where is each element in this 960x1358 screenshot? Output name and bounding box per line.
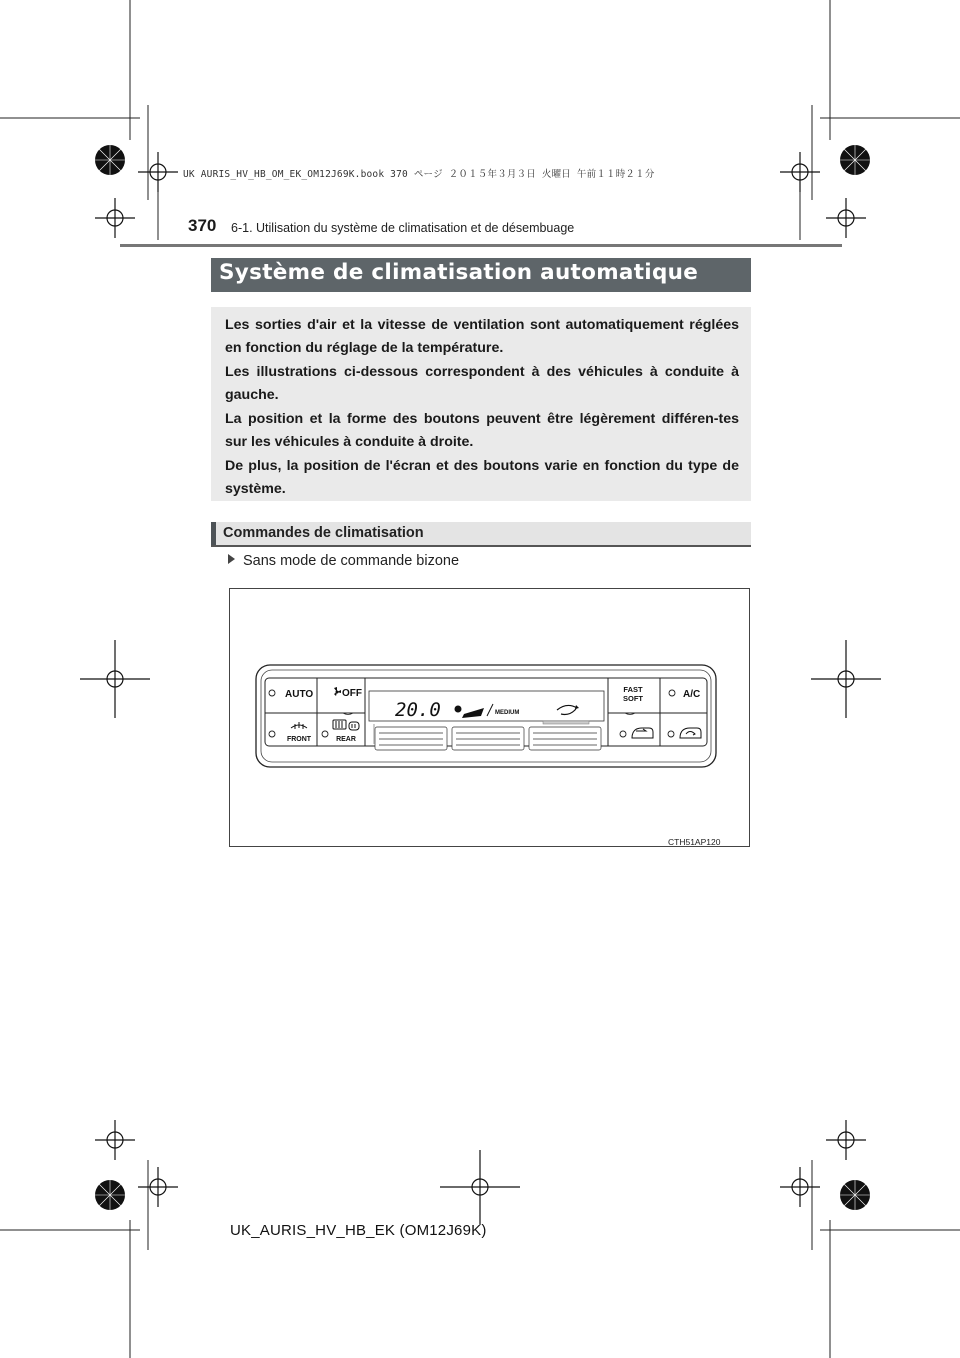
intro-box [211, 307, 751, 501]
header-rule [120, 244, 842, 247]
subsection-rule [211, 545, 751, 547]
footer-model-code: UK_AURIS_HV_HB_EK (OM12J69K) [230, 1222, 487, 1239]
rear-label: REAR [336, 736, 356, 743]
intro-paragraph: De plus, la position de l'écran et des boutons varie en fonction du type de système. [225, 458, 739, 497]
fast-soft-button[interactable] [623, 685, 643, 703]
temperature-readout: 20.0 [395, 699, 441, 721]
ac-label: A/C [683, 689, 701, 700]
intro-paragraph: Les illustrations ci-dessous correspondent à des véhicules à conduite à gauche. [225, 364, 739, 403]
soft-label: SOFT [623, 694, 643, 703]
vent-slots [375, 727, 601, 750]
intro-paragraph: Les sorties d'air et la vitesse de ventilation sont automatiquement réglées en fonction du réglage de la température. [225, 317, 739, 356]
intro-paragraph: La position et la forme des boutons peuvent être légèrement différen-tes sur les véhicules à conduite à droite. [225, 411, 739, 450]
front-label: FRONT [286, 736, 312, 743]
bullet-item [228, 553, 459, 569]
chapter-title: 6-1. Utilisation du système de climatisation et de désembuage [231, 221, 575, 235]
auto-label: AUTO [285, 689, 314, 700]
subsection-bar [211, 522, 216, 545]
climate-control-panel [255, 664, 717, 768]
book-stamp: UK AURIS_HV_HB_OM_EK_OM12J69K.book 370 ページ ２０１５年３月３日 火曜日 午前１１時２１分 [183, 169, 655, 180]
page-number: 370 [188, 216, 217, 235]
section-banner [211, 258, 751, 292]
fan-speed-label: MEDIUM [495, 710, 520, 716]
subsection-heading [211, 522, 751, 545]
bullet-text: Sans mode de commande bizone [243, 553, 460, 569]
off-label: OFF [342, 688, 362, 699]
figure-code: CTH51AP120 [668, 837, 721, 847]
triangle-bullet-icon [228, 554, 235, 564]
fast-label: FAST [623, 685, 643, 694]
section-title: Système de climatisation automatique [219, 260, 699, 285]
subsection-title: Commandes de climatisation [223, 525, 424, 541]
